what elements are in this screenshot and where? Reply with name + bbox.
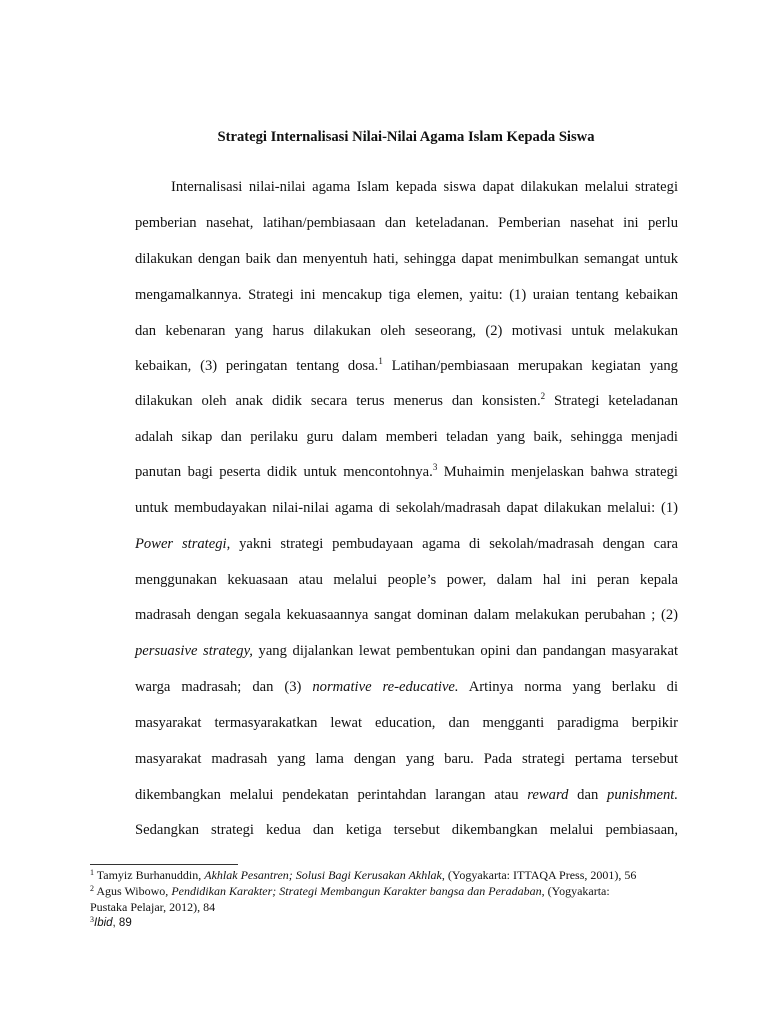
paragraph-line <box>135 392 678 410</box>
footnote-text: Tamyiz Burhanuddin, <box>94 868 205 882</box>
page-title: Strategi Internalisasi Nilai-Nilai Agama Islam Kepada Siswa <box>217 129 595 145</box>
paragraph-line: madrasah dengan segala kekuasaannya sangat dominan dalam melakukan perubahan ; (2) <box>135 607 678 623</box>
line-text: Muhaimin menjelaskan bahwa strategi <box>437 464 678 480</box>
footnote-text: , 89 <box>112 917 132 929</box>
footnote-number: 3 <box>90 915 94 924</box>
paragraph-line: mengamalkannya. Strategi ini mencakup tiga elemen, yaitu: (1) uraian tentang kebaikan <box>135 287 678 303</box>
footnote-1 <box>90 868 636 883</box>
paragraph-line: pemberian nasehat, latihan/pembiasaan dan keteladanan. Pemberian nasehat ini perlu <box>135 215 678 231</box>
line-text: panutan bagi peserta didik untuk mencontohnya. <box>135 464 433 480</box>
paragraph-line <box>135 535 678 553</box>
paragraph-line <box>135 357 678 375</box>
footnote-number: 2 <box>90 884 94 893</box>
footnote-ref: 3 <box>432 462 438 472</box>
line-text: yang dijalankan lewat pembentukan opini dan pandangan masyarakat <box>252 643 678 659</box>
italic-term: Power strategi <box>135 536 227 552</box>
footnote-title: Ibid <box>94 917 113 929</box>
paragraph-line <box>135 786 678 804</box>
line-text: dilakukan oleh anak didik secara terus menerus dan konsisten. <box>135 393 541 409</box>
footnote-3 <box>90 915 132 931</box>
paragraph-line: Internalisasi nilai-nilai agama Islam kepada siswa dapat dilakukan melalui strategi <box>171 179 678 195</box>
footnote-text: , (Yogyakarta: ITTAQA Press, 2001), 56 <box>441 868 637 882</box>
footnote-2-continued: Pustaka Pelajar, 2012), 84 <box>90 900 216 914</box>
footnote-ref: 2 <box>540 391 546 401</box>
line-text: , yakni strategi pembudayaan agama di sekolah/madrasah dengan cara <box>226 536 678 552</box>
line-text: dan <box>568 787 608 803</box>
footnote-title: Pendidikan Karakter; Strategi Membangun Karakter bangsa dan Peradaban <box>171 884 542 898</box>
italic-term: punishment. <box>607 787 678 803</box>
footnote-title: Akhlak Pesantren; Solusi Bagi Kerusakan Akhlak <box>204 868 442 882</box>
paragraph-line: masyarakat madrasah yang lama dengan yang baru. Pada strategi pertama tersebut <box>135 751 678 767</box>
footnote-divider <box>90 864 238 865</box>
paragraph-line <box>135 678 678 696</box>
footnote-2 <box>90 884 610 899</box>
italic-term: reward <box>527 787 569 803</box>
italic-term: normative re-educative. <box>312 679 459 695</box>
footnote-ref: 1 <box>378 356 383 366</box>
paragraph-line <box>135 642 678 660</box>
paragraph-line: adalah sikap dan perilaku guru dalam memberi teladan yang baik, sehingga menjadi <box>135 429 678 445</box>
paragraph-line <box>135 463 678 481</box>
footnote-text: , (Yogyakarta: <box>541 884 610 898</box>
paragraph-line: dilakukan dengan baik dan menyentuh hati, sehingga dapat menimbulkan semangat untuk <box>135 251 678 267</box>
paragraph-line: Sedangkan strategi kedua dan ketiga tersebut dikembangkan melalui pembiasaan, <box>135 822 678 838</box>
line-text: Strategi keteladanan <box>545 393 678 409</box>
line-text: Artinya norma yang berlaku di <box>458 679 678 695</box>
italic-term: persuasive strategy, <box>135 643 253 659</box>
footnote-text: Agus Wibowo, <box>94 884 172 898</box>
paragraph-line: dan kebenaran yang harus dilakukan oleh seseorang, (2) motivasi untuk melakukan <box>135 323 678 339</box>
line-text: Latihan/pembiasaan merupakan kegiatan yang <box>382 358 678 374</box>
paragraph-line: masyarakat termasyarakatkan lewat education, dan mengganti paradigma berpikir <box>135 715 678 731</box>
paragraph-line: untuk membudayakan nilai-nilai agama di sekolah/madrasah dapat dilakukan melalui: (1) <box>135 500 678 516</box>
line-text: dikembangkan melalui pendekatan perintahdan larangan atau <box>135 787 528 803</box>
paragraph-line: menggunakan kekuasaan atau melalui people’s power, dalam hal ini peran kepala <box>135 572 678 588</box>
line-text: warga madrasah; dan (3) <box>135 679 313 695</box>
footnote-number: 1 <box>90 868 94 877</box>
line-text: kebaikan, (3) peringatan tentang dosa. <box>135 358 379 374</box>
